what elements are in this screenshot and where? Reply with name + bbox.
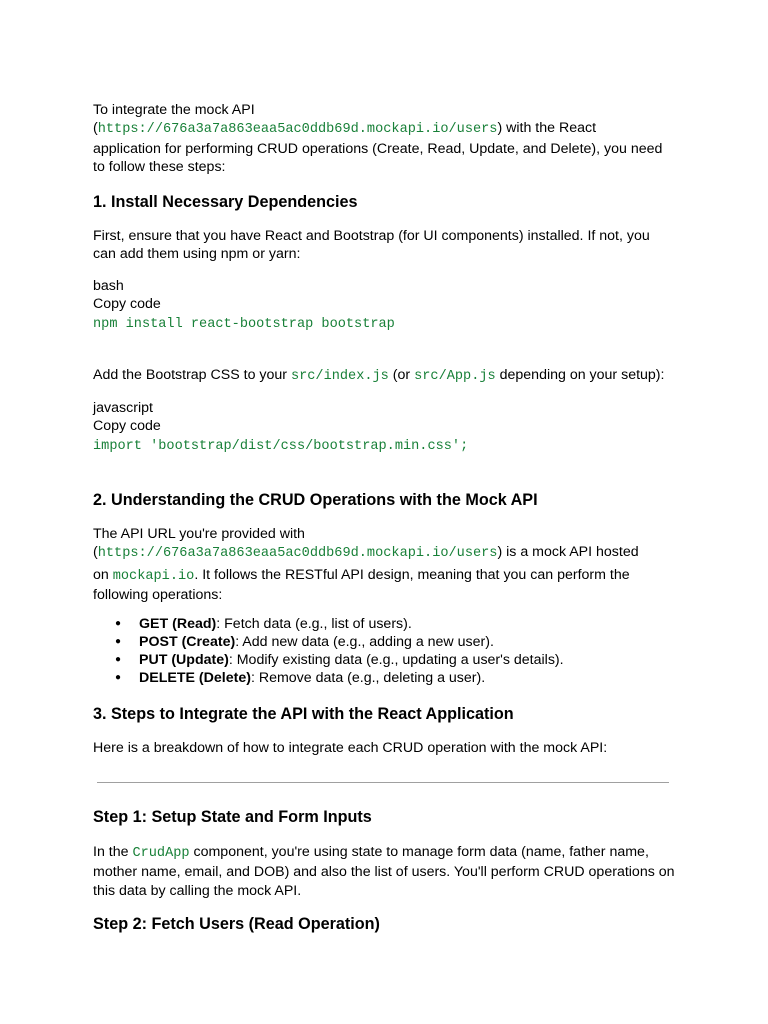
op-term: PUT (Update) bbox=[139, 652, 229, 668]
section-2-line-4: following operations: bbox=[93, 587, 223, 604]
op-desc: : Remove data (e.g., deleting a user). bbox=[250, 670, 486, 686]
css-text-before: Add the Bootstrap CSS to your bbox=[93, 367, 291, 383]
intro-paragraph bbox=[93, 101, 683, 177]
file-src-app: src/App.js bbox=[414, 369, 496, 384]
section-2-line-3 bbox=[93, 566, 683, 586]
op-term: DELETE (Delete) bbox=[139, 670, 251, 686]
step-1-line-2: mother name, email, and DOB) and also the list of users. You'll perform CRUD operations on bbox=[93, 864, 675, 881]
op-desc: : Fetch data (e.g., list of users). bbox=[216, 616, 412, 632]
section-3-paragraph: Here is a breakdown of how to integrate each CRUD operation with the mock API: bbox=[93, 740, 608, 756]
bootstrap-css-line bbox=[93, 366, 664, 386]
op-desc: : Add new data (e.g., adding a new user). bbox=[235, 634, 494, 650]
section-2-line-2 bbox=[93, 543, 683, 563]
step-2-heading: Step 2: Fetch Users (Read Operation) bbox=[93, 915, 380, 933]
on-text: on bbox=[93, 566, 113, 583]
copy-code-button[interactable]: Copy code bbox=[93, 296, 161, 313]
step-1-heading: Step 1: Setup State and Form Inputs bbox=[93, 808, 372, 826]
code-import-bootstrap: import 'bootstrap/dist/css/bootstrap.min.css'; bbox=[93, 438, 469, 454]
op-term: POST (Create) bbox=[139, 634, 236, 650]
list-item-put bbox=[93, 651, 683, 669]
intro-line-3: application for performing CRUD operations (Create, Read, Update, and Delete), you need bbox=[93, 140, 663, 157]
intro-line-2 bbox=[93, 119, 683, 139]
horizontal-divider bbox=[97, 782, 669, 783]
section-1-para-line-2: can add them using npm or yarn: bbox=[93, 246, 301, 263]
op-desc: : Modify existing data (e.g., updating a user's details). bbox=[228, 652, 564, 668]
css-text-after: depending on your setup): bbox=[495, 367, 665, 383]
code-block-javascript bbox=[93, 399, 468, 458]
in-the-text: In the bbox=[93, 844, 133, 860]
list-item-post bbox=[93, 633, 683, 651]
list-item-get bbox=[93, 615, 683, 633]
section-2-paragraph bbox=[93, 525, 683, 605]
section-1-paragraph bbox=[93, 227, 683, 264]
code-block-bash bbox=[93, 277, 395, 336]
step-1-line-1-text: component, you're using state to manage form data (name, father name, bbox=[189, 844, 649, 860]
list-item-delete bbox=[93, 669, 683, 687]
step-1-line-1 bbox=[93, 843, 683, 863]
file-src-index: src/index.js bbox=[290, 369, 389, 384]
op-term: GET (Read) bbox=[139, 616, 217, 632]
section-2-line-3-text: . It follows the RESTful API design, meaning that you can perform the bbox=[194, 566, 630, 583]
api-url-link[interactable]: https://676a3a7a863eaa5ac0ddb69d.mockapi.io/users bbox=[97, 122, 498, 138]
code-npm-install: npm install react-bootstrap bootstrap bbox=[93, 316, 395, 332]
code-lang-label: javascript bbox=[93, 400, 153, 416]
section-1-heading: 1. Install Necessary Dependencies bbox=[93, 193, 358, 211]
section-1-para-line-1: First, ensure that you have React and Bootstrap (for UI components) installed. If not, you bbox=[93, 228, 650, 244]
section-2-line-1: The API URL you're provided with bbox=[93, 526, 305, 542]
mockapi-host-link[interactable]: mockapi.io bbox=[112, 568, 195, 584]
crudapp-code: CrudApp bbox=[132, 846, 190, 861]
intro-line-1: To integrate the mock API bbox=[93, 102, 255, 118]
api-url-link[interactable]: https://676a3a7a863eaa5ac0ddb69d.mockapi.io/users bbox=[97, 546, 498, 562]
intro-line-4: to follow these steps: bbox=[93, 159, 226, 176]
step-1-paragraph bbox=[93, 843, 683, 900]
section-2-heading: 2. Understanding the CRUD Operations with the Mock API bbox=[93, 491, 538, 509]
open-paren: ( bbox=[93, 120, 98, 137]
section-3-heading: 3. Steps to Integrate the API with the React Application bbox=[93, 705, 514, 723]
css-text-mid: (or bbox=[388, 367, 415, 383]
copy-code-button[interactable]: Copy code bbox=[93, 418, 161, 435]
crud-operations-list bbox=[93, 615, 683, 687]
intro-line-2-text: ) with the React bbox=[497, 120, 597, 137]
open-paren: ( bbox=[93, 544, 98, 561]
step-1-line-3: this data by calling the mock API. bbox=[93, 882, 302, 899]
section-2-line-2-text: ) is a mock API hosted bbox=[497, 544, 639, 561]
code-lang-label: bash bbox=[93, 278, 124, 294]
